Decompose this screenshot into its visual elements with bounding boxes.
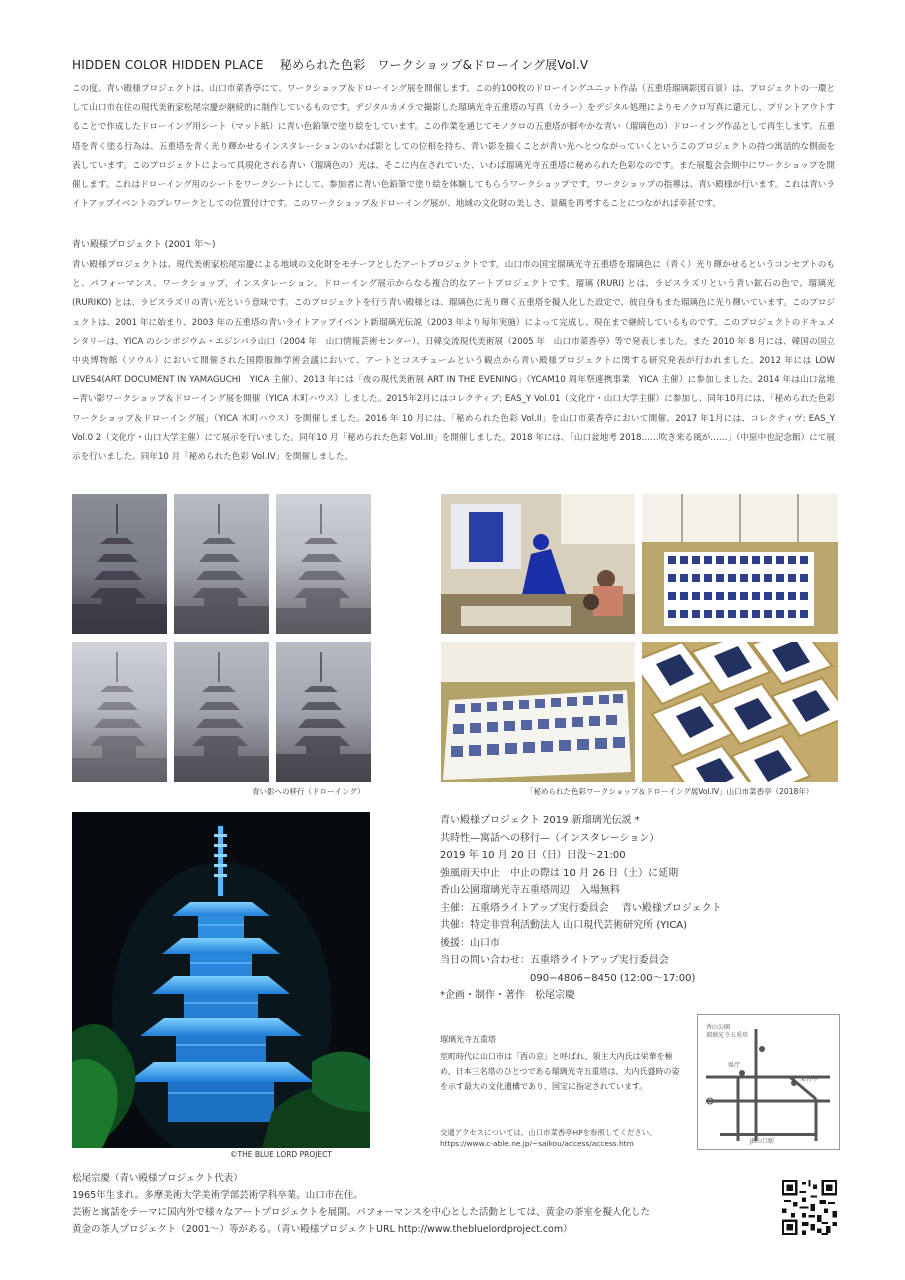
saikotei-marker-icon bbox=[791, 1080, 797, 1086]
office-marker-icon bbox=[739, 1070, 745, 1076]
bio-line: 黄金の茶人プロジェクト（2001〜）等がある。（青い殿様プロジェクトURL http://www.thebluelordproject.com） bbox=[72, 1224, 573, 1235]
bio-line: 1965年生まれ。多摩美術大学美術学部芸術学科卒業。山口市在住。 bbox=[72, 1190, 363, 1201]
event-line: 香山公園瑠璃光寺五重塔周辺 入場無料 bbox=[440, 885, 620, 896]
workshop-photo-1 bbox=[441, 494, 635, 634]
drawing-photo-1 bbox=[72, 494, 167, 634]
map-label-park: 香山公園 bbox=[706, 1024, 731, 1031]
event-line: 当日の問い合わせ：五重塔ライトアップ実行委員会 bbox=[440, 955, 669, 966]
event-line: 共催：特定非営利活動法人 山口現代芸術研究所 (YICA) bbox=[440, 920, 688, 931]
event-details bbox=[440, 812, 722, 1005]
workshop-photo-2 bbox=[642, 494, 838, 634]
pagoda-text: 室町時代に山口市は「西の京」と呼ばれ、領主大内氏は栄華を極め、日本三名塔のひとつである瑠璃光寺五重塔は、大内氏盛時の姿を示す最大の文化遺構であり、国宝に指定されています。 bbox=[440, 1052, 680, 1091]
event-line: 強風雨天中止 中止の際は 10 月 26 日（土）に延期 bbox=[440, 867, 679, 879]
event-line: 青い殿様プロジェクト 2019 新瑠璃光伝説 * bbox=[440, 815, 640, 826]
workshop-photo-4 bbox=[642, 642, 838, 782]
event-line: 後援：山口市 bbox=[440, 937, 500, 949]
photo-credit: ©THE BLUE LORD PROJECT bbox=[230, 1150, 332, 1159]
bio-line: 松尾宗慶（青い殿様プロジェクト代表） bbox=[72, 1173, 243, 1184]
event-line: 主催：五重塔ライトアップ実行委員会 青い殿様プロジェクト bbox=[440, 902, 722, 914]
access-map bbox=[697, 1014, 840, 1150]
qr-code-icon[interactable] bbox=[782, 1180, 837, 1235]
history-heading: 青い殿様プロジェクト (2001 年〜) bbox=[72, 240, 216, 250]
page-title: HIDDEN COLOR HIDDEN PLACE 秘められた色彩 ワークショップ&ドローイング展Vol.V bbox=[72, 58, 589, 72]
pagoda-heading: 瑠璃光寺五重塔 bbox=[440, 1035, 496, 1044]
access-text: 交通アクセスについては、山口市菜香亭HPを参照してください。 bbox=[440, 1128, 657, 1137]
drawing-photo-2 bbox=[174, 494, 269, 634]
map-label-saikotei: 菜香亭 bbox=[800, 1076, 819, 1083]
illuminated-pagoda-photo bbox=[72, 812, 370, 1148]
workshop-photo-3 bbox=[441, 642, 635, 782]
workshop-caption: 「秘められた色彩ワークショップ＆ドローイング展Vol.IV」山口市菜香亭（2018年） bbox=[526, 787, 814, 796]
pagoda-marker-icon bbox=[759, 1046, 765, 1052]
access-url[interactable]: https://www.c-able.ne.jp/~saikou/access/access.htm bbox=[440, 1139, 634, 1148]
history-paragraph: 青い殿様プロジェクトは、現代美術家松尾宗慶による地域の文化財をモチーフとしたアートプロジェクトです。山口市の国宝瑠璃光寺五重塔を瑠璃色に（青く）光り輝かせるというコンセプトのもと、パフォーマンス、ワークショップ、インスタレーション、ドローイング展示からなる複合的なアートプロジェクトです。瑠璃 (RURI) とは、ラピスラズリという青い鉱石の色で、瑠璃光 (RURIKO) とは、ラピスラズリの青い光という意味です。このプロジェクトを行う青い殿様とは、瑠璃色に光り輝く五重塔を擬人化した設定で、彼自身もまた瑠璃色に光り輝いています。このプロジェクトは、2001 年に始まり、2003 年の五重塔の青いライトアップイベント新瑠璃光伝説（2003 年より毎年実施）によって完成し、現在まで継続しているものです。このプロジェクトのドキュメンタリーは、YICA のシンポジウム・エジンバラ山口（2004 年 山口情報芸術センター）、日韓交流現代美術展（2005 年 山口市菜香亭）等で発表しました。また 2010 年 8 月には、韓国の国立中央博物館（ソウル）において開催された国際服飾学術会議において、アートとコスチュームという観点から青い殿様プロジェクトに関する研究発表が行われました。2012 年には LOW LIVES4(ART DOCUMENT IN YAMAGUCHI YICA 主催）、2013 年には「夜の現代美術展 ART IN THE EVENING」（YCAM10 周年祭連携事業 YICA 主催）に参加しました。2014 年は山口盆地−青い影ワークショップ＆ドローイング展を開催（YICA 木町ハウス）しました。2015年2月にはコレクティブ: EAS_Y Vol.01（文化庁・山口大学主催）に参加し、同年10月には、「秘められた色彩ワークショップ＆ドローイング展」（YICA 木町ハウス）を開催しました。2016 年 10 月には、「秘められた色彩 Vol.II」を山口市菜香亭において開催、2017 年1月には、コレクティヴ: EAS_Y Vol.0 2（文化庁・山口大学主催）にて展示を行いました。同年10 月「秘められた色彩 Vol.III」を開催しました。2018 年には、「山口盆地考 2018……吹き来る風が……」（中原中也記念館）にて展示を行いました。同年10 月「秘められた色彩 Vol.IV」を開催しました。 bbox=[72, 260, 835, 463]
event-line: *企画・制作・著作 松尾宗慶 bbox=[440, 990, 575, 1001]
pagoda-description bbox=[440, 1032, 686, 1094]
drawing-photo-4 bbox=[72, 642, 167, 782]
drawing-photo-6 bbox=[276, 642, 371, 782]
drawing-caption: 青い影への移行（ドローイング） bbox=[252, 787, 365, 796]
artist-bio bbox=[72, 1170, 650, 1238]
event-line: 共時性—寓話への移行—（インスタレーション） bbox=[440, 832, 660, 844]
access-note bbox=[440, 1127, 657, 1149]
event-line: 2019 年 10 月 20 日（日）日没〜21:00 bbox=[440, 850, 626, 861]
drawing-photo-5 bbox=[174, 642, 269, 782]
event-line: 090−4806−8450 (12:00〜17:00) bbox=[440, 972, 696, 984]
bio-line: 芸術と寓話をテーマに国内外で様々なアートプロジェクトを展開。パフォーマンスを中心とした活動としては、黄金の茶室を擬人化した bbox=[72, 1207, 650, 1218]
map-label-station: JR山口駅 bbox=[750, 1138, 774, 1145]
map-label-office: 県庁 bbox=[728, 1062, 741, 1069]
drawing-photo-3 bbox=[276, 494, 371, 634]
map-label-pagoda: 瑠璃光寺五重塔 bbox=[706, 1032, 749, 1039]
intro-paragraph: この度、青い殿様プロジェクトは、山口市菜香亭にて、ワークショップ＆ドローイング展を開催します。この約100枚のドローイングユニット作品（五重塔瑠璃影図百景）は、プロジェクトの一環として山口市在住の現代美術家松尾宗慶が継続的に制作しているものです。デジタルカメラで撮影した瑠璃光寺五重塔の写真（カラー）をデジタル処理によりモノクロ写真に還元し、プリントアウトすることで作成したドローイング用シート（マット紙）に青い色鉛筆で塗り絵をしています。この作業を通じてモノクロの五重塔が鮮やかな青い（瑠璃色の）ドローイング作品として再生します。五重塔を青く塗る行為は、五重塔を青く光り輝かせるインスタレーションのいわば影としての位相を持ち、青い影を描くことが青い光へとつながっていくというこのプロジェクトの持つ寓話的な側面を表しています。このプロジェクトによって具現化される青い（瑠璃色の）光は、そこに内在されていた、いわば瑠璃光寺五重塔に秘められた色彩なのです。また展覧会会期中にワークショップを開催します。これはドローイング用のシートをワークシートにして、参加者に青い色鉛筆で塗り絵を体験してもらうワークショップです。ワークショップの指導は、青い殿様が行います。これは青いライトアップイベントのプレワークとしての位置付けです。このワークショップ＆ドローイング展が、地域の文化財の美しさ、景観を再考することにつながれば幸甚です。 bbox=[72, 84, 835, 210]
